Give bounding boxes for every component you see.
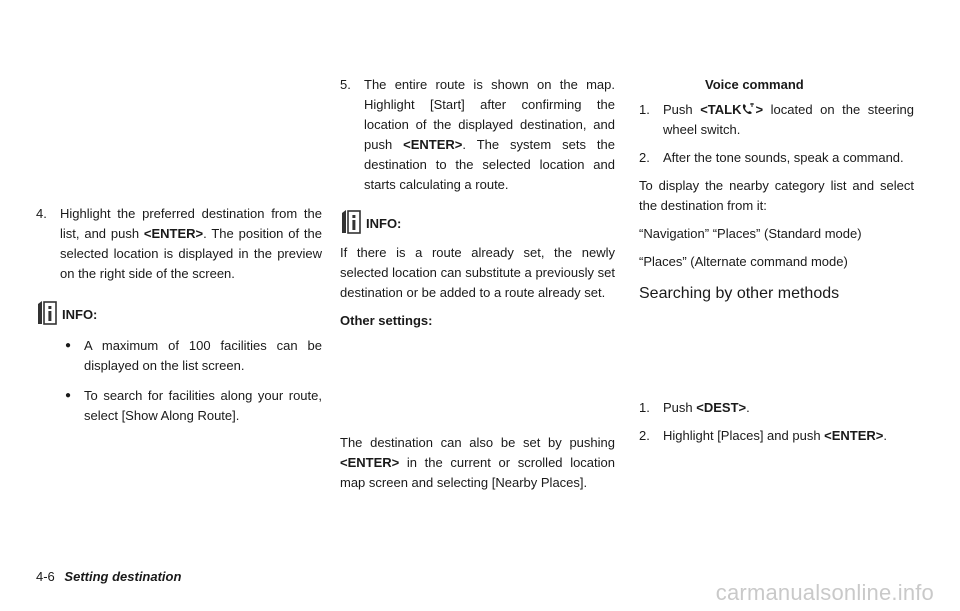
bullet-icon: ● [65, 340, 72, 351]
step-number: 1. [639, 400, 650, 415]
info-bullet-1 [36, 336, 322, 376]
step-number: 1. [639, 102, 650, 117]
step-number: 4. [36, 206, 47, 221]
page-footer [36, 567, 181, 587]
enter-key-label: <ENTER> [143, 226, 204, 241]
step-text: After the tone sounds, speak a command. [663, 150, 904, 165]
other-settings-heading: Other settings: [340, 313, 433, 328]
other-step-2 [639, 426, 914, 446]
step-text-tail: . [883, 428, 888, 443]
voice-command-heading: Voice command [705, 77, 804, 92]
step-text-tail: . The system sets the destination to the selected location and starts calculating a route. [364, 137, 616, 192]
info-icon [36, 300, 58, 326]
info-icon [340, 209, 362, 235]
dest-key-label: <DEST> [696, 400, 747, 415]
info-heading [340, 209, 615, 235]
phone-icon [741, 103, 755, 115]
talk-key-end: > [755, 102, 764, 117]
step-4 [36, 204, 322, 284]
dest-text: The destination can also be set by pushing [340, 435, 615, 450]
page-number: 4-6 [36, 569, 55, 584]
step-number: 5. [340, 77, 351, 92]
talk-key-label: <TALK [700, 102, 742, 117]
step-5 [340, 75, 615, 195]
bullet-text: To search for facilities along your route, select [Show Along Route]. [84, 388, 322, 423]
enter-key-label: <ENTER> [340, 455, 400, 470]
step-text-tail: located on the steering wheel switch. [663, 102, 914, 137]
voice-step-2 [639, 148, 914, 168]
enter-key-label: <ENTER> [403, 137, 463, 152]
column-left [36, 204, 322, 426]
info-text: If there is a route already set, the newly selected location can substitute a previously set destination or be added to a route already set. [340, 245, 615, 300]
nearby-paragraph: To display the nearby category list and select the destination from it: [639, 178, 914, 213]
step-text: Highlight [Places] and push [663, 428, 825, 443]
section-name: Setting destination [64, 569, 182, 584]
step-text-tail: . The position of the selected location is displayed in the preview on the right side of the screen. [60, 226, 323, 281]
step-text-tail: . [746, 400, 750, 415]
section-title: Searching by other methods [639, 285, 840, 302]
column-right [639, 75, 914, 306]
step-text: Push [663, 400, 697, 415]
step-text: Push [663, 102, 701, 117]
step-text: The entire route is shown on the map. Highlight [Start] after confirming the location of the displayed destination, and push [364, 77, 615, 152]
column-middle [340, 75, 615, 331]
step-number: 2. [639, 428, 650, 443]
step-number: 2. [639, 150, 650, 165]
column-right-lower [639, 398, 914, 446]
destination-paragraph [340, 433, 615, 493]
alternate-mode-command: “Places” (Alternate command mode) [639, 254, 848, 269]
bullet-text: A maximum of 100 facilities can be displayed on the list screen. [84, 338, 322, 373]
dest-text-tail: in the current or scrolled location map screen and selecting [Nearby Places]. [340, 455, 615, 490]
bullet-icon: ● [65, 390, 72, 401]
enter-key-label: <ENTER> [824, 428, 884, 443]
column-middle-lower [340, 433, 615, 493]
other-step-1 [639, 398, 914, 418]
info-label: INFO: [62, 307, 98, 322]
info-label: INFO: [366, 216, 402, 231]
info-heading [36, 300, 322, 326]
standard-mode-command: “Navigation” “Places” (Standard mode) [639, 226, 862, 241]
info-bullet-2 [36, 386, 322, 426]
watermark: carmanualsonline.info [715, 580, 934, 605]
step-text: Highlight the preferred destination from the list, and push [60, 206, 322, 241]
voice-step-1 [639, 100, 914, 140]
